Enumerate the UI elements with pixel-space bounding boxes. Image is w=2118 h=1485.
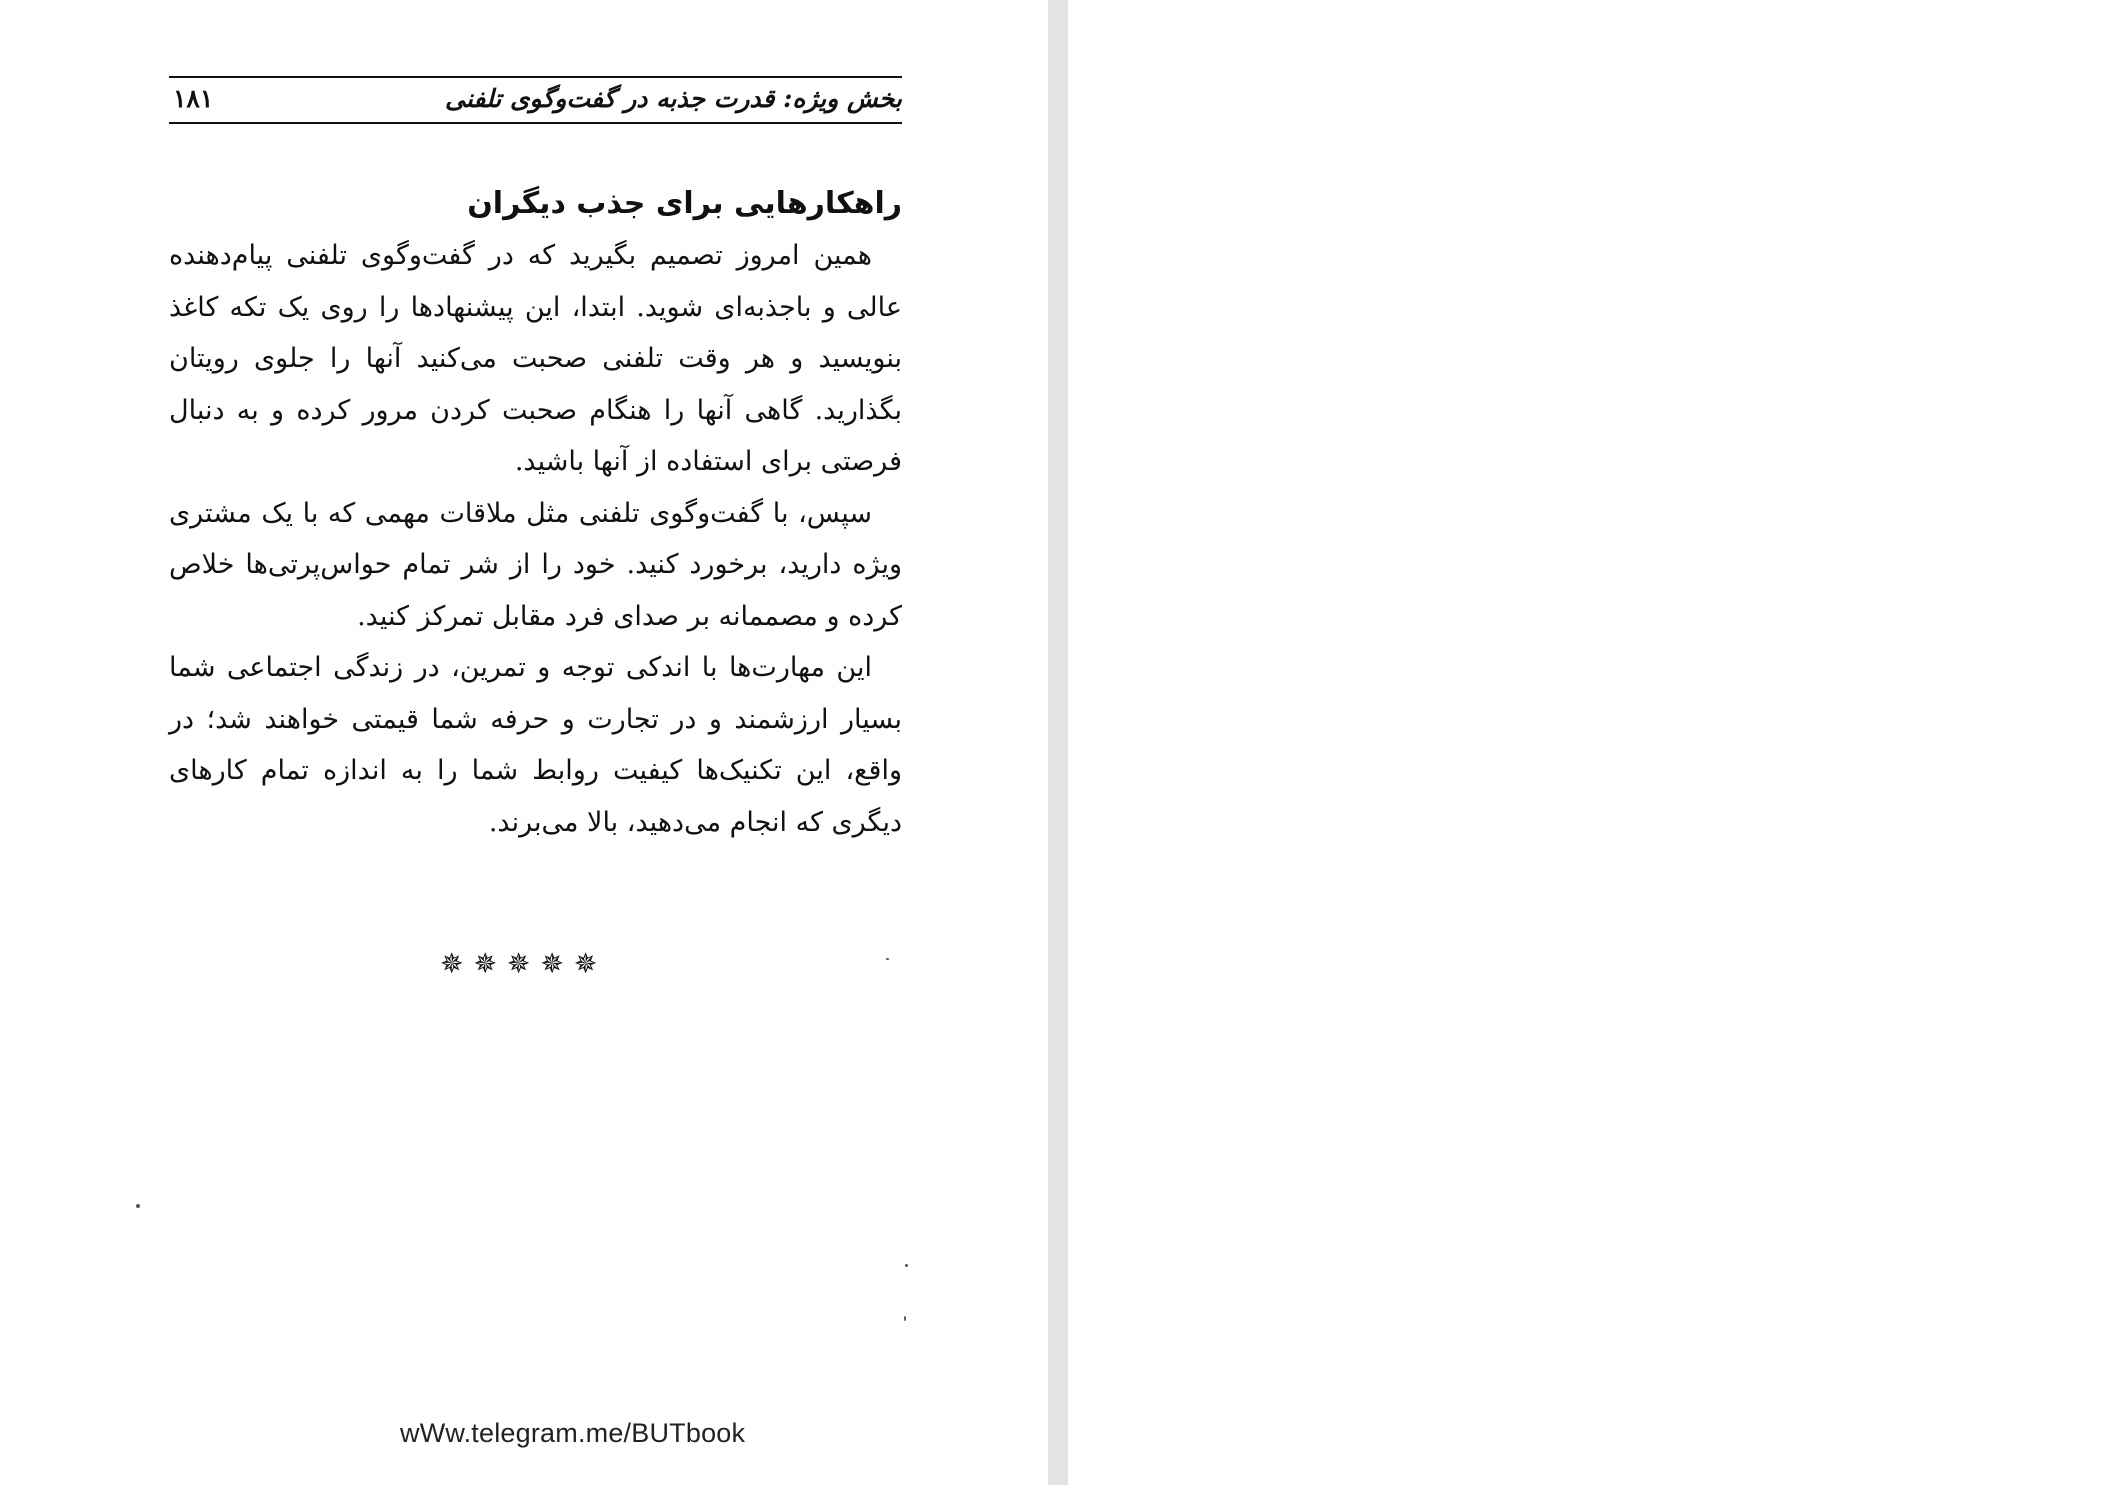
page-number: ۱۸۱ xyxy=(173,84,214,113)
left-page xyxy=(0,0,1048,1485)
scan-speck xyxy=(136,1204,140,1208)
scan-speck xyxy=(905,1264,908,1267)
paragraph-1: همین امروز تصمیم بگیرید که در گفت‌وگوی تلفنی پیام‌دهنده عالی و باجذبه‌ای شوید. ابتدا، این پیشنهادها را روی یک تکه کاغذ بنویسید و هر وقت تلفنی صحبت می‌کنید آنها را جلوی رویتان بگذارید. گاهی آنها را هنگام صحبت کردن مرور کرده و به دنبال فرصتی برای استفاده از آنها باشید. xyxy=(169,240,902,477)
scan-speck xyxy=(886,958,889,960)
paragraph-3: این مهارت‌ها با اندکی توجه و تمرین، در زندگی اجتماعی شما بسیار ارزشمند و در تجارت و حرفه شما قیمتی خواهند شد؛ در واقع، این تکنیک‌ها کیفیت روابط شما را به اندازه تمام کارهای دیگری که انجام می‌دهید، بالا می‌برند. xyxy=(169,652,902,838)
section-end-ornament: ✵✵✵✵✵ xyxy=(440,947,608,980)
paragraph-2: سپس، با گفت‌وگوی تلفنی مثل ملاقات مهمی که با یک مشتری ویژه دارید، برخورد کنید. خود را از شر تمام حواس‌پرتی‌ها خلاص کرده و مصممانه بر صدای فرد مقابل تمرکز کنید. xyxy=(169,497,902,632)
right-page-blank xyxy=(1068,0,2118,1485)
page-header xyxy=(169,76,902,124)
scan-speck xyxy=(904,1316,906,1321)
running-title: بخش ویژه: قدرت جذبه در گفت‌وگوی تلفنی xyxy=(445,84,902,113)
footer-link: wWw.telegram.me/BUTbook xyxy=(400,1418,746,1448)
section-heading: راهکارهایی برای جذب دیگران xyxy=(467,186,902,221)
page-content xyxy=(169,178,902,848)
